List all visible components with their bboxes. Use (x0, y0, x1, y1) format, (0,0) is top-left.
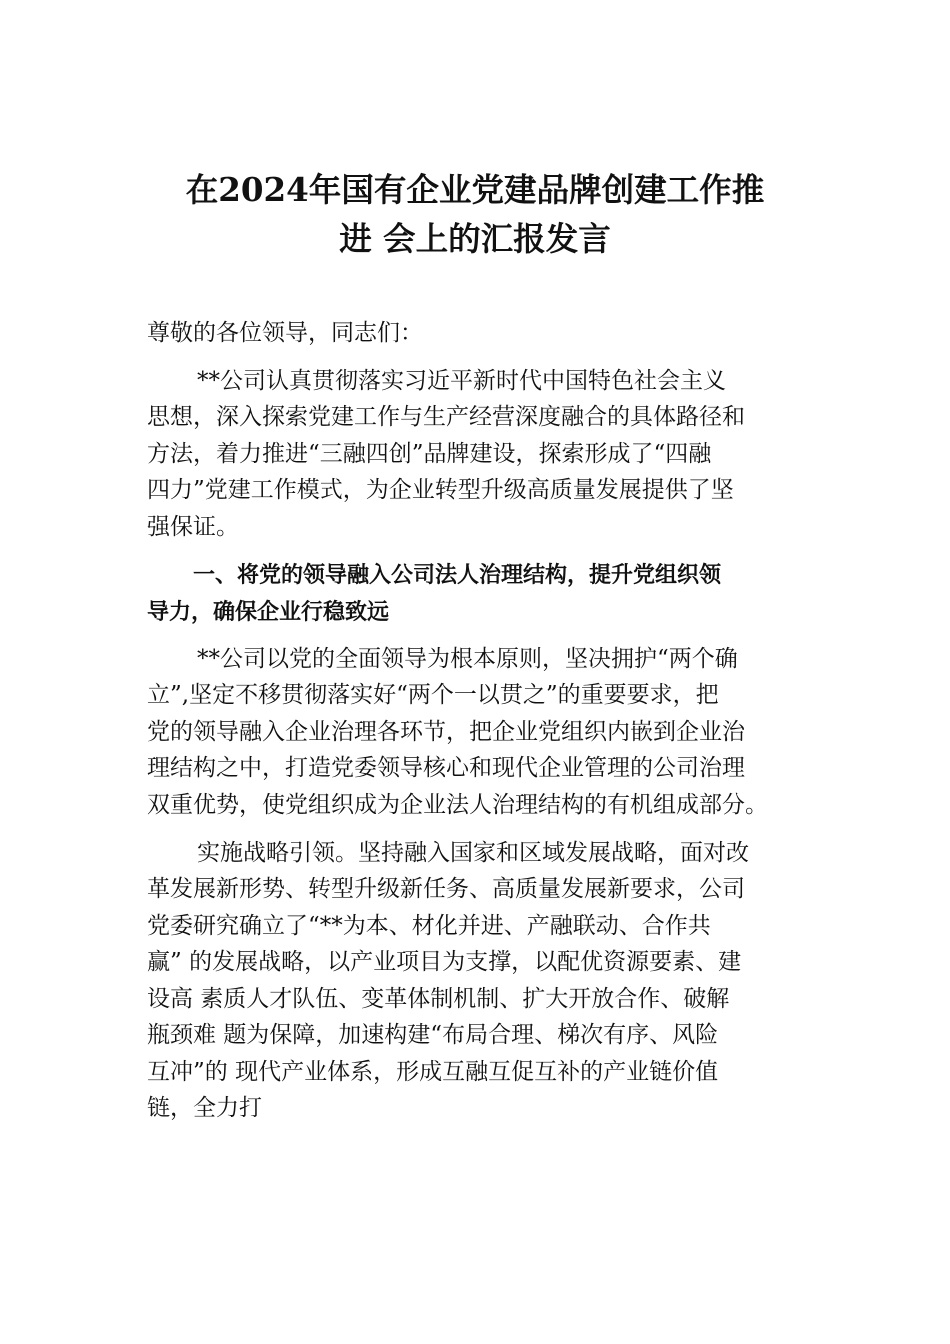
title-line-2: 进 会上的汇报发言 (339, 219, 611, 258)
intro-line: 强保证。 (147, 514, 239, 540)
strategy-line: 瓶颈难 题为保障，加速构建“布局合理、梯次有序、风险 (147, 1022, 719, 1048)
strategy-line: 链，全力打 (147, 1095, 262, 1121)
salutation: 尊敬的各位领导，同志们： (147, 320, 423, 346)
section1-line: **公司以党的全面领导为根本原则，坚决拥护“两个确 (197, 646, 738, 672)
section-heading-line: 导力，确保企业行稳致远 (147, 600, 390, 625)
strategy-line: 党委研究确立了“**为本、材化并进、产融联动、合作共 (147, 913, 711, 939)
strategy-line: 赢” 的发展战略，以产业项目为支撑，以配优资源要素、建 (147, 949, 742, 975)
section1-line: 双重优势，使党组织成为企业法人治理结构的有机组成部分。 (147, 792, 768, 818)
title-line-1: 在2024年国有企业党建品牌创建工作推 (185, 170, 765, 209)
strategy-line: 革发展新形势、转型升级新任务、高质量发展新要求，公司 (147, 876, 745, 902)
strategy-line: 实施战略引领。坚持融入国家和区域发展战略，面对改 (197, 840, 749, 866)
section1-line: 立”,坚定不移贯彻落实好“两个一以贯之”的重要要求，把 (147, 682, 719, 708)
section1-line: 党的领导融入企业治理各环节，把企业党组织内嵌到企业治 (147, 719, 745, 745)
document-title (120, 165, 830, 263)
strategy-line: 互冲”的 现代产业体系，形成互融互促互补的产业链价值 (147, 1059, 719, 1085)
intro-line: 四力”党建工作模式，为企业转型升级高质量发展提供了坚 (147, 477, 734, 503)
intro-line: 方法，着力推进“三融四创”品牌建设，探索形成了“四融 (147, 441, 712, 467)
section1-line: 理结构之中，打造党委领导核心和现代企业管理的公司治理 (147, 755, 745, 781)
intro-line: **公司认真贯彻落实习近平新时代中国特色社会主义 (197, 368, 726, 394)
intro-line: 思想，深入探索党建工作与生产经营深度融合的具体路径和 (147, 404, 745, 430)
strategy-line: 设高 素质人才队伍、变革体制机制、扩大开放合作、破解 (147, 986, 730, 1012)
section-heading-line: 一、将党的领导融入公司法人治理结构，提升党组织领 (193, 563, 722, 588)
